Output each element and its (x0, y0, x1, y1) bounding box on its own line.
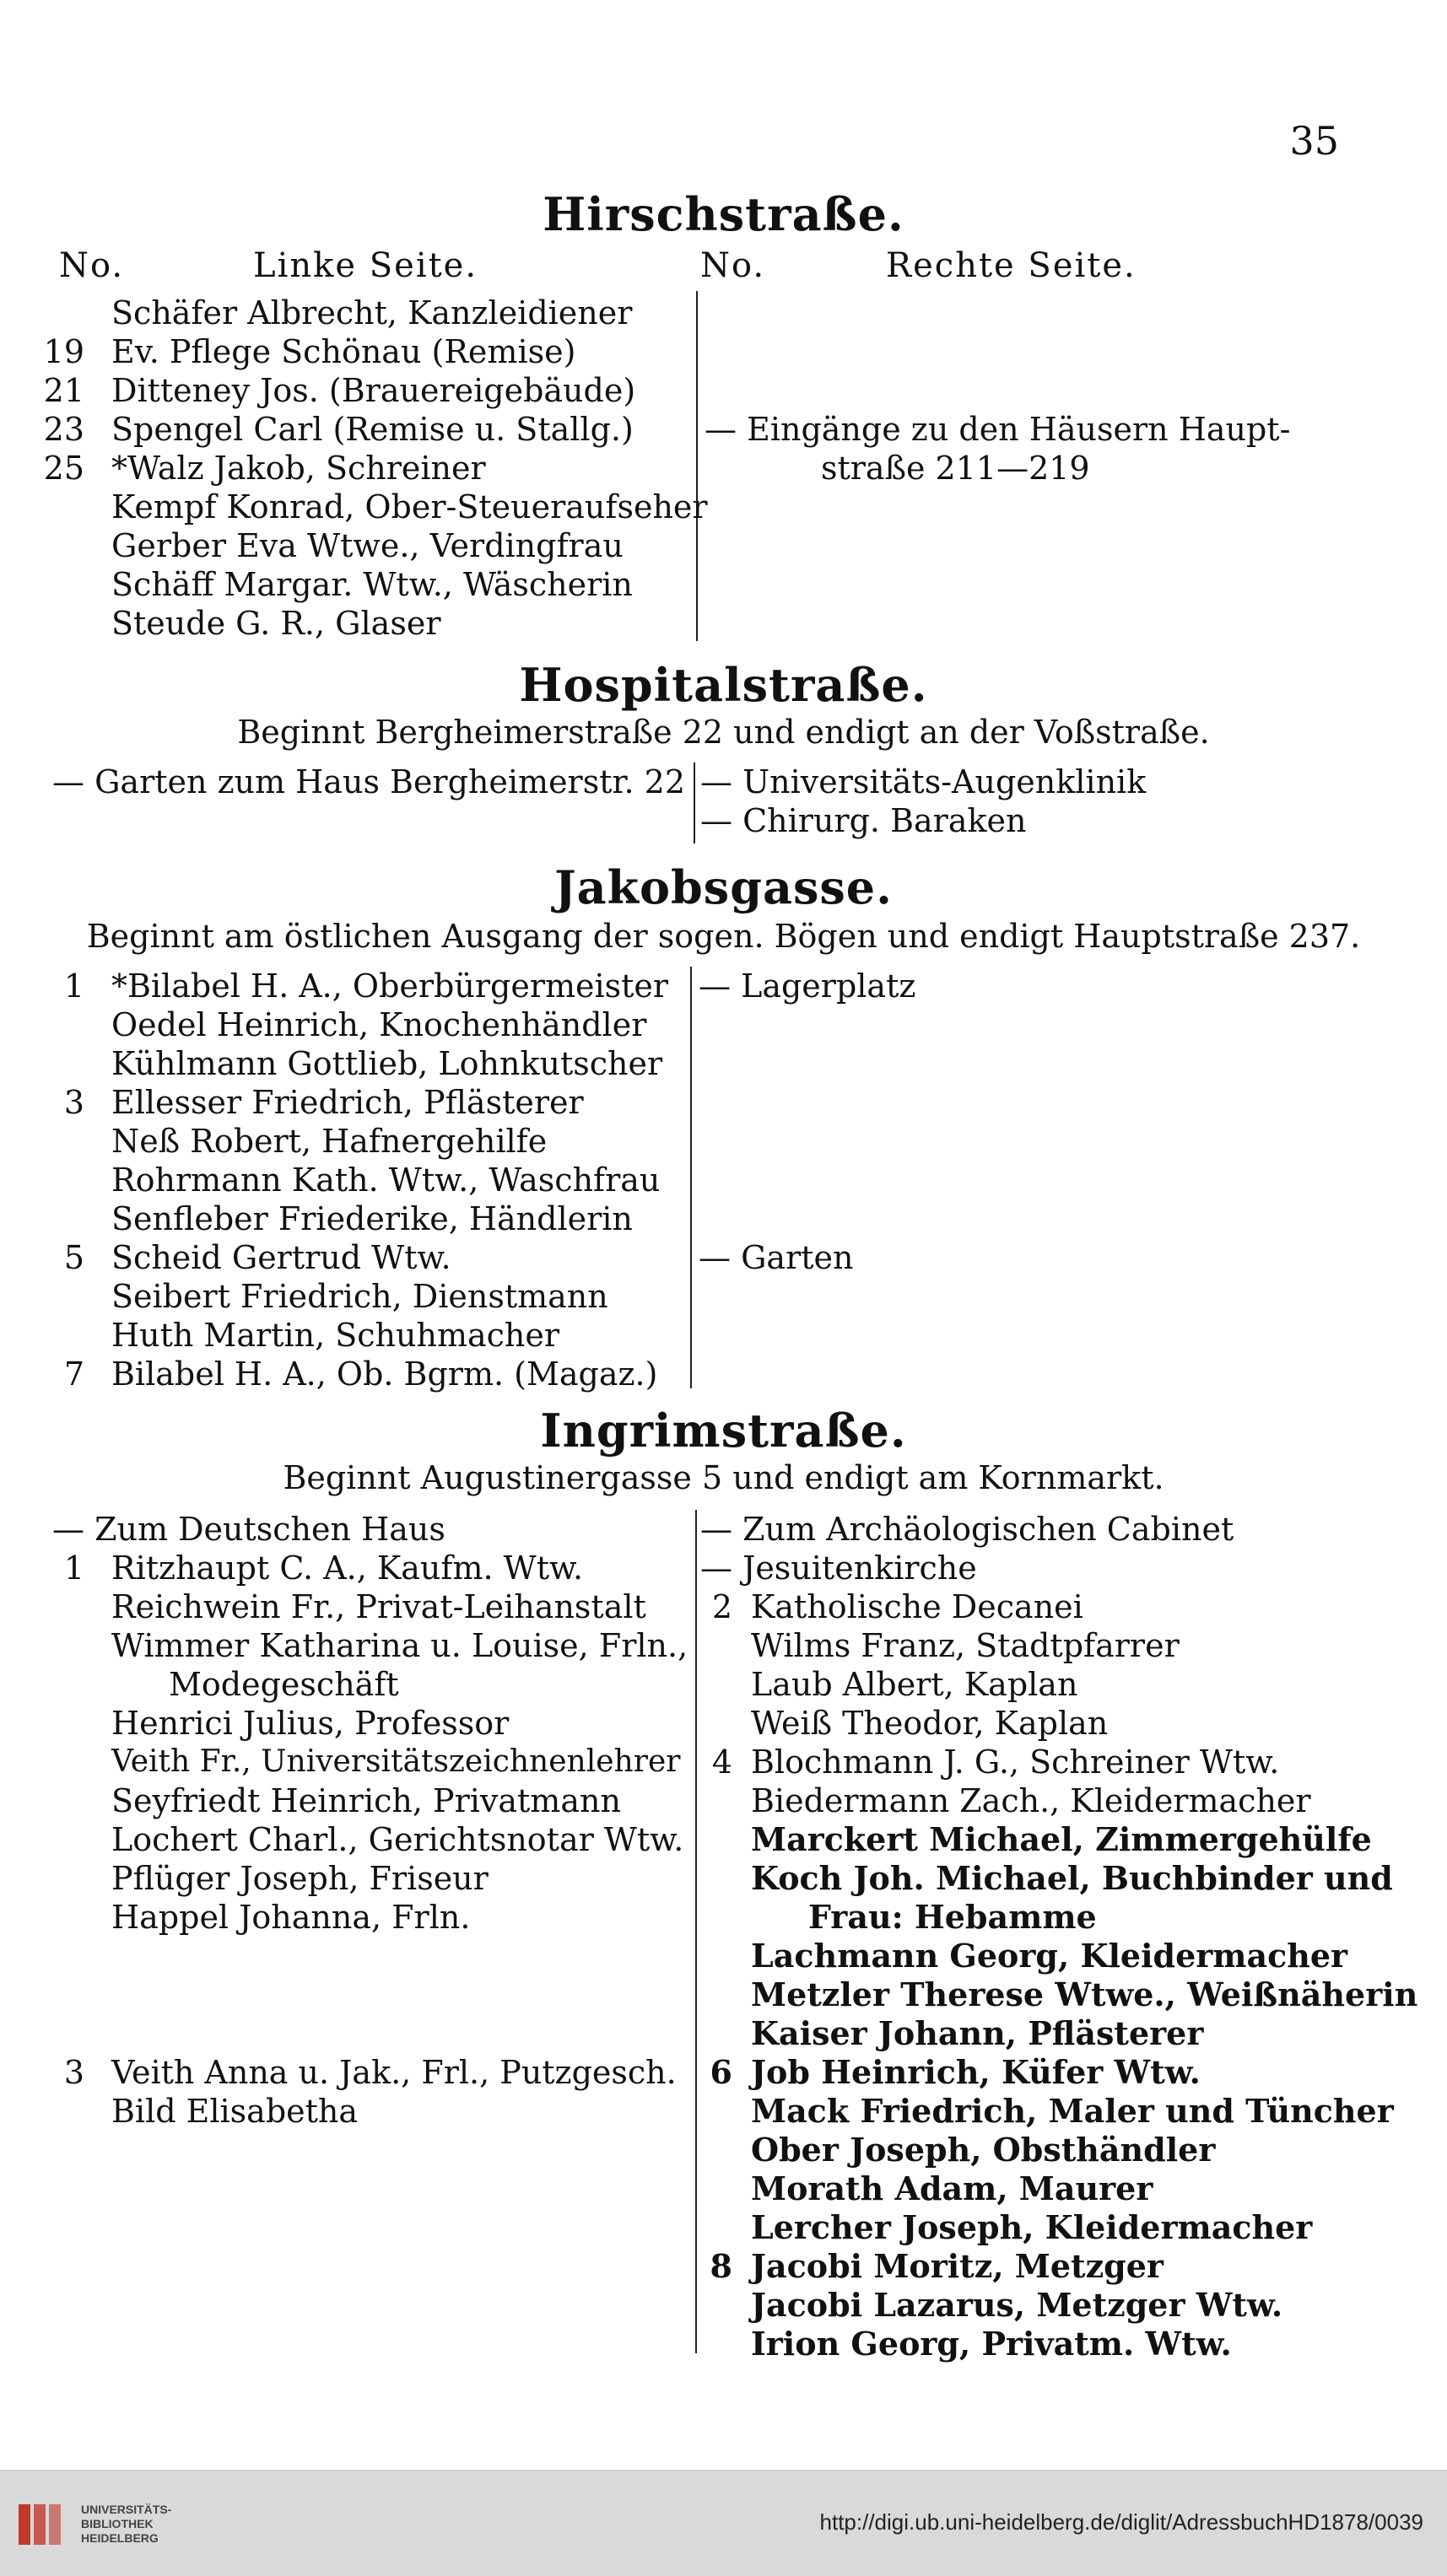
entry-text: Steude G. R., Glaser (111, 605, 441, 642)
column-divider (690, 967, 692, 1388)
entry-text: Reichwein Fr., Privat-Leihanstalt (111, 1588, 646, 1625)
house-number: 19 (43, 333, 84, 370)
column-divider (695, 1510, 697, 2353)
house-number: 21 (43, 372, 84, 409)
house-number: 7 (63, 1355, 84, 1393)
entry-text: Metzler Therese Wtwe., Weißnäherin (751, 1975, 1418, 2013)
entry-text: Bilabel H. A., Ob. Bgrm. (Magaz.) (111, 1355, 658, 1393)
house-number: 1 (63, 967, 84, 1005)
entry-text: Wilms Franz, Stadtpfarrer (751, 1627, 1180, 1664)
column-header-left-side: Linke Seite. (253, 246, 478, 285)
entry-text: — Zum Archäologischen Cabinet (700, 1511, 1234, 1548)
entry-text: Jacobi Lazarus, Metzger Wtw. (751, 2286, 1283, 2324)
entry-text: — Chirurg. Baraken (700, 802, 1027, 839)
entry-text: *Walz Jakob, Schreiner (111, 450, 486, 487)
entry-text: — Garten zum Haus Bergheimerstr. 22 (52, 763, 685, 800)
entry-text: Lochert Charl., Gerichtsnotar Wtw. (111, 1821, 684, 1858)
viewer-footer (0, 2470, 1447, 2576)
column-header-no-right: No. (700, 246, 766, 285)
permalink-url[interactable]: http://digi.ub.uni-heidelberg.de/diglit/AdressbuchHD1878/0039 (819, 2509, 1423, 2535)
entry-text: Irion Georg, Privatm. Wtw. (751, 2325, 1232, 2363)
library-name-line: UNIVERSITÄTS- (81, 2503, 172, 2516)
entry-text: Happel Johanna, Frln. (111, 1899, 471, 1936)
entry-text: Kempf Konrad, Ober-Steueraufseher (111, 488, 708, 525)
page-number: 35 (1289, 118, 1339, 164)
entry-text: Frau: Hebamme (808, 1898, 1097, 1936)
entry-text: Spengel Carl (Remise u. Stallg.) (111, 411, 634, 448)
column-divider (694, 763, 695, 843)
entry-text: Henrici Julius, Professor (111, 1705, 510, 1742)
entry-text: Scheid Gertrud Wtw. (111, 1239, 451, 1276)
entry-text: Ritzhaupt C. A., Kaufm. Wtw. (111, 1549, 584, 1587)
entry-text: Ober Joseph, Obsthändler (751, 2131, 1216, 2169)
house-number: 2 (711, 1588, 732, 1625)
entry-text: Ellesser Friedrich, Pflästerer (111, 1084, 584, 1121)
entry-text: Wimmer Katharina u. Louise, Frln., (111, 1627, 688, 1664)
entry-text: Seyfriedt Heinrich, Privatmann (111, 1782, 621, 1819)
library-logo-icon (15, 2499, 66, 2550)
entry-text: Schäff Margar. Wtw., Wäscherin (111, 566, 633, 603)
entry-text: Senfleber Friederike, Händlerin (111, 1200, 633, 1237)
entry-text: *Bilabel H. A., Oberbürgermeister (111, 967, 669, 1005)
section-subtitle: Beginnt am östlichen Ausgang der sogen. Bögen und endigt Hauptstraße 237. (86, 918, 1361, 955)
entry-text: — Jesuitenkirche (700, 1549, 977, 1587)
entry-text: Modegeschäft (169, 1666, 399, 1703)
entry-text: Koch Joh. Michael, Buchbinder und (751, 1859, 1393, 1897)
section-subtitle: Beginnt Augustinergasse 5 und endigt am Kornmarkt. (283, 1459, 1164, 1496)
entry-text: Neß Robert, Hafnergehilfe (111, 1123, 548, 1160)
entry-text: Katholische Decanei (751, 1588, 1083, 1625)
entry-text: Gerber Eva Wtwe., Verdingfrau (111, 527, 624, 564)
entry-text: Kühlmann Gottlieb, Lohnkutscher (111, 1045, 663, 1082)
entry-text: Weiß Theodor, Kaplan (751, 1705, 1109, 1742)
section-title-hospitalstrasse: Hospitalstraße. (519, 658, 928, 712)
entry-text: Pflüger Joseph, Friseur (111, 1860, 489, 1897)
entry-text: Schäfer Albrecht, Kanzleidiener (111, 294, 633, 331)
entry-text: — Eingänge zu den Häusern Haupt- (705, 411, 1291, 448)
library-name-line: HEIDELBERG (81, 2531, 159, 2545)
entry-text: — Garten (699, 1239, 854, 1276)
entry-text: Lachmann Georg, Kleidermacher (751, 1937, 1348, 1975)
entry-text: Marckert Michael, Zimmergehülfe (751, 1820, 1372, 1858)
entry-text: Seibert Friedrich, Dienstmann (111, 1278, 608, 1315)
entry-text: Bild Elisabetha (111, 2093, 359, 2130)
section-subtitle: Beginnt Bergheimerstraße 22 und endigt an der Voßstraße. (237, 714, 1210, 751)
entry-text: — Universitäts-Augenklinik (700, 763, 1147, 800)
column-header-right-side: Rechte Seite. (886, 246, 1137, 285)
column-header-no-left: No. (59, 246, 125, 285)
house-number: 25 (43, 450, 84, 487)
house-number: 6 (710, 2053, 732, 2091)
entry-text: Veith Fr., Universitätszeichnenlehrer (111, 1744, 681, 1779)
library-name (81, 2503, 171, 2546)
entry-text: Blochmann J. G., Schreiner Wtw. (751, 1743, 1280, 1781)
entry-text: Ditteney Jos. (Brauereigebäude) (111, 372, 636, 409)
house-number: 5 (63, 1239, 84, 1276)
entry-text: Morath Adam, Maurer (751, 2169, 1153, 2207)
library-name-line: BIBLIOTHEK (81, 2517, 154, 2530)
house-number: 23 (43, 411, 84, 448)
column-divider (696, 291, 698, 641)
entry-text: Laub Albert, Kaplan (751, 1666, 1078, 1703)
house-number: 4 (711, 1743, 732, 1781)
entry-text: — Lagerplatz (699, 967, 916, 1005)
entry-text: Biedermann Zach., Kleidermacher (751, 1782, 1311, 1819)
entry-text: Huth Martin, Schuhmacher (111, 1317, 560, 1354)
section-title-jakobsgasse: Jakobsgasse. (554, 860, 893, 914)
house-number: 3 (63, 2054, 84, 2091)
entry-text: Rohrmann Kath. Wtw., Waschfrau (111, 1161, 661, 1199)
entry-text: Jacobi Moritz, Metzger (751, 2247, 1164, 2285)
section-title-hirschstrasse: Hirschstraße. (543, 187, 904, 241)
entry-text: Oedel Heinrich, Knochenhändler (111, 1006, 647, 1043)
entry-text: Kaiser Johann, Pflästerer (751, 2014, 1204, 2052)
house-number: 1 (63, 1549, 84, 1587)
section-title-ingrimstrasse: Ingrimstraße. (540, 1404, 907, 1458)
entry-text: Mack Friedrich, Maler und Tüncher (751, 2092, 1394, 2130)
entry-text: straße 211—219 (821, 450, 1090, 487)
entry-text: Lercher Joseph, Kleidermacher (751, 2208, 1313, 2246)
entry-text: — Zum Deutschen Haus (52, 1511, 445, 1548)
entry-text: Veith Anna u. Jak., Frl., Putzgesch. (111, 2054, 677, 2091)
entry-text: Job Heinrich, Küfer Wtw. (751, 2053, 1201, 2091)
entry-text: Ev. Pflege Schönau (Remise) (111, 333, 576, 370)
house-number: 8 (710, 2247, 732, 2285)
house-number: 3 (63, 1084, 84, 1121)
